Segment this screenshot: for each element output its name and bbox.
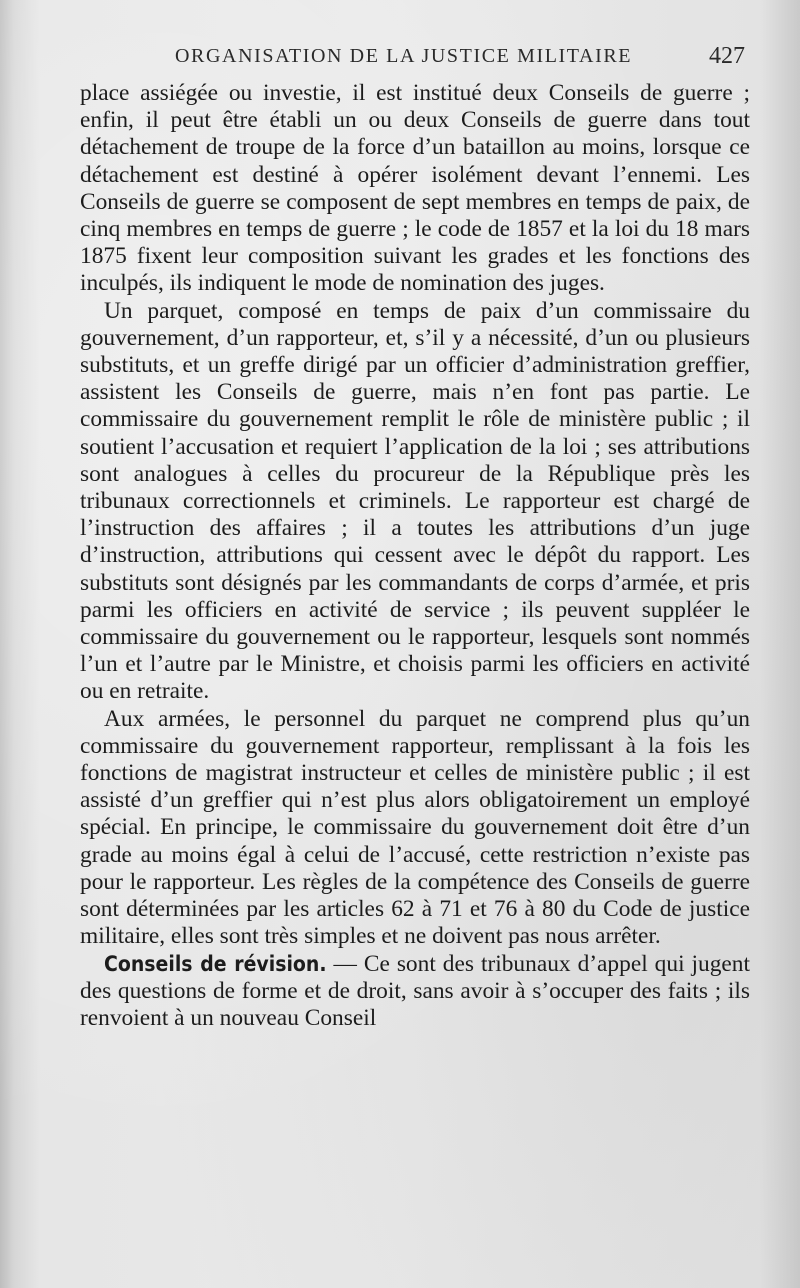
paragraph-4 xyxy=(80,951,750,1033)
running-title: ORGANISATION DE LA JUSTICE MILITAIRE xyxy=(175,45,633,67)
page-number: 427 xyxy=(709,43,745,69)
paragraph-3: Aux armées, le personnel du parquet ne comprend plus qu’un commissaire du gouvernement rapporteur, remplissant à la fois les fonctions de magistrat instructeur et celles de ministère public ; il est assisté d’un greffier qui n’est plus alors obligatoirement un employé spécial. En principe, le commissaire du gouvernement doit être d’un grade au moins égal à celui de l’accusé, cette restriction n’existe pas pour le rapporteur. Les règles de la compétence des Conseils de guerre sont déterminées par les articles 62 à 71 et 76 à 80 du Code de justice militaire, elles sont très simples et ne doivent pas nous arrêter. xyxy=(80,705,750,950)
paragraph-4-text: — Ce sont des tribunaux d’appel qui jugent des questions de forme et de droit, sans avoir à s’occuper des faits ; ils renvoient à un nouveau Conseil xyxy=(80,950,750,1031)
paragraph-1: place assiégée ou investie, il est institué deux Conseils de guerre ; enfin, il peut être établi un ou deux Conseils de guerre dans tout détachement de troupe de la force d’un bataillon au moins, lorsque ce détachement est destiné à opérer isolément devant l’ennemi. Les Conseils de guerre se composent de sept membres en temps de paix, de cinq membres en temps de guerre ; le code de 1857 et la loi du 18 mars 1875 fixent leur composition suivant les grades et les fonctions des inculpés, ils indiquent le mode de nomination des juges. xyxy=(80,80,750,297)
section-heading: Conseils de révision. xyxy=(104,951,327,976)
running-header xyxy=(175,40,745,72)
paragraph-2: Un parquet, composé en temps de paix d’un commissaire du gouvernement, d’un rapporteur, et, s’il y a nécessité, d’un ou plusieurs substituts, et un greffe dirigé par un officier d’administration greffier, assistent les Conseils de guerre, mais n’en font pas partie. Le commissaire du gouvernement remplit le rôle de ministère public ; il soutient l’accusation et requiert l’application de la loi ; ses attributions sont analogues à celles du procureur de la République près les tribunaux correctionnels et criminels. Le rapporteur est chargé de l’instruction des affaires ; il a toutes les attributions d’un juge d’instruction, attributions qui cessent avec le dépôt du rapport. Les substituts sont désignés par les commandants de corps d’armée, et pris parmi les officiers en activité de service ; ils peuvent suppléer le commissaire du gouvernement ou le rapporteur, lesquels sont nommés l’un et l’autre par le Ministre, et choisis parmi les officiers en activité ou en retraite. xyxy=(80,297,750,705)
page-body xyxy=(80,80,750,1032)
